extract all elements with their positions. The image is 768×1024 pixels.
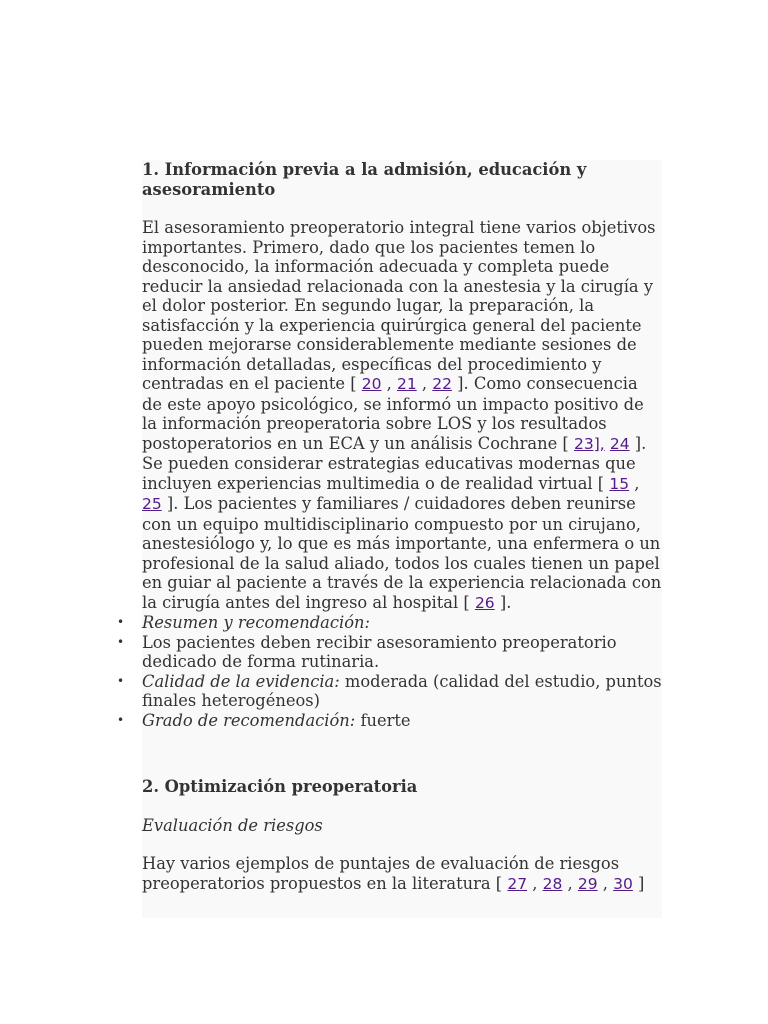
citation-link-20[interactable]: 20 xyxy=(361,375,382,393)
citation-link-26[interactable]: 26 xyxy=(474,593,495,612)
paragraph-text: ]. xyxy=(494,592,512,612)
bullet-icon: • xyxy=(117,673,125,688)
citation-link-28[interactable]: 28 xyxy=(542,874,563,893)
bullet-icon: • xyxy=(117,712,125,727)
paragraph-text: El asesoramiento preoperatorio integral tiene varios objetivos importantes. Primero, dado que los pacientes temen lo desconocido, la información adecuada y completa puede reducir la ansiedad relacionada con la anestesia y la cirugía y el dolor posterior. En segundo lugar, la preparación, la satisfacción y la experiencia quirúrgica general del paciente pueden mejorarse considerablemente mediante sesiones de información detalladas, específicas del procedimiento y centradas en el paciente xyxy=(142,218,656,393)
citation-separator: , xyxy=(597,873,614,893)
citation-link-25[interactable]: 25 xyxy=(142,495,162,513)
list-item-text: Los pacientes deben recibir asesoramiento preoperatorio dedicado de forma rutinaria. xyxy=(142,632,617,671)
paragraph-text: ] xyxy=(632,873,645,893)
paragraph-text: ]. Como consecuencia de este apoyo psicológico, se informó un impacto positivo de la información preoperatoria sobre LOS y los resultados postoperatorios en un ECA y un análisis Cochrane [ xyxy=(142,374,644,453)
citation-separator: , xyxy=(381,374,397,393)
bullet-icon: • xyxy=(117,615,125,629)
citation-link-22[interactable]: 22 xyxy=(432,375,452,393)
section-1-paragraph xyxy=(142,218,662,613)
list-item-text: fuerte xyxy=(355,710,411,730)
bullet-icon: • xyxy=(117,634,125,649)
paragraph-text: ]. Se pueden considerar estrategias educativas modernas que incluyen experiencias multimedia o de realidad virtual [ xyxy=(142,433,647,493)
article-content xyxy=(117,160,662,894)
citation-link-29[interactable]: 29 xyxy=(577,874,598,893)
section-2-heading: 2. Optimización preoperatoria xyxy=(142,777,418,796)
citation-link-23[interactable]: 23], xyxy=(573,434,605,453)
citation-separator: , xyxy=(629,473,640,493)
citation-link-30[interactable]: 30 xyxy=(613,874,633,893)
citation-open: [ xyxy=(350,374,362,393)
citation-link-27[interactable]: 27 xyxy=(507,874,528,893)
list-item xyxy=(117,632,662,672)
citation-link-15[interactable]: 15 xyxy=(609,474,630,493)
citation-separator: , xyxy=(527,873,543,893)
list-item-text: moderada (calidad del estudio, puntos finales heterogéneos) xyxy=(142,671,662,710)
list-item xyxy=(117,710,662,731)
section-2-subheading: Evaluación de riesgos xyxy=(142,815,323,835)
paragraph-text: Hay varios ejemplos de puntajes de evaluación de riesgos preoperatorios propuestos en la literatura [ xyxy=(142,854,620,893)
list-item xyxy=(117,671,662,711)
list-item-label: Grado de recomendación: xyxy=(142,710,356,730)
citation-link-24[interactable]: 24 xyxy=(609,434,630,453)
list-item-label: Calidad de la evidencia: xyxy=(142,671,340,691)
list-item-label: Resumen y recomendación: xyxy=(142,613,370,632)
citation-separator: , xyxy=(416,374,433,393)
paragraph-text: ]. Los pacientes y familiares / cuidadores deben reunirse con un equipo multidisciplinario compuesto por un cirujano, anestesiólogo y, lo que es más importante, una enfermera o un profesional de la salud aliado, todos los cuales tienen un papel en guiar al paciente a través de la experiencia relacionada con la cirugía antes del ingreso al hospital [ xyxy=(142,494,662,612)
citation-link-21[interactable]: 21 xyxy=(396,375,417,393)
citation-separator: , xyxy=(562,873,578,893)
section-2-paragraph xyxy=(142,854,662,894)
recommendation-list xyxy=(117,613,662,730)
list-item xyxy=(117,613,662,633)
section-1-heading: 1. Información previa a la admisión, educación y asesoramiento xyxy=(142,160,587,199)
